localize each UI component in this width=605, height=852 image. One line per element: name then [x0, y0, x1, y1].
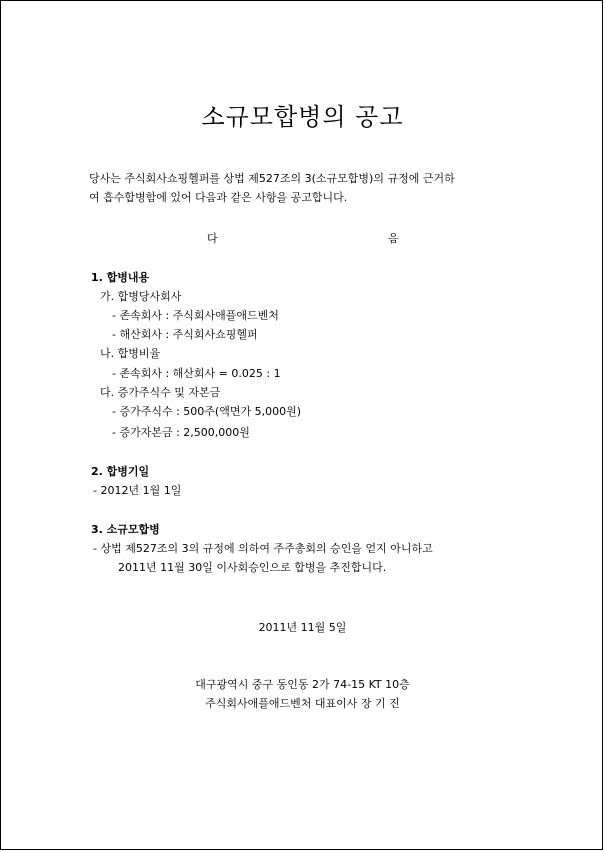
sub-ga: 가. 합병당사회사 — [100, 290, 182, 303]
surviving-company: - 존속회사 : 주식회사애플애드벤처 — [112, 309, 279, 322]
section-1-heading: 1. 합병내용 — [91, 271, 150, 284]
notice-date: 2011년 11월 5일 — [258, 621, 347, 634]
signatory: 주식회사애플애드벤처 대표이사 장 기 진 — [205, 697, 400, 710]
increased-shares: - 증가주식수 : 500주(액면가 5,000원) — [112, 405, 301, 418]
merger-ratio: - 존속회사 : 해산회사 = 0.025 : 1 — [112, 367, 281, 380]
intro-line-2: 여 흡수합병함에 있어 다음과 같은 사항을 공고합니다. — [89, 191, 348, 204]
section-2-heading: 2. 합병기일 — [91, 465, 150, 478]
merger-date: - 2012년 1월 1일 — [93, 484, 182, 497]
eum-label: 음 — [388, 232, 399, 245]
page-title: 소규모합병의 공고 — [201, 103, 404, 131]
section-3-line-2: 2011년 11월 30일 이사회승인으로 합병을 추진합니다. — [118, 561, 387, 574]
sub-da: 다. 증가주식수 및 자본금 — [100, 386, 221, 399]
sub-na: 나. 합병비율 — [100, 347, 161, 360]
section-3-line-1: - 상법 제527조의 3의 규정에 의하여 주주총회의 승인을 얻지 아니하고 — [93, 542, 433, 555]
company-address: 대구광역시 중구 동인동 2가 74-15 KT 10층 — [195, 678, 410, 691]
section-3-heading: 3. 소규모합병 — [91, 523, 160, 536]
intro-line-1: 당사는 주식회사쇼핑헬퍼를 상법 제527조의 3(소규모합병)의 규정에 근거하 — [89, 172, 455, 185]
dissolving-company: - 해산회사 : 주식회사쇼핑헬퍼 — [112, 328, 258, 341]
da-label: 다 — [207, 232, 218, 245]
increased-capital: - 증가자본금 : 2,500,000원 — [112, 426, 250, 439]
